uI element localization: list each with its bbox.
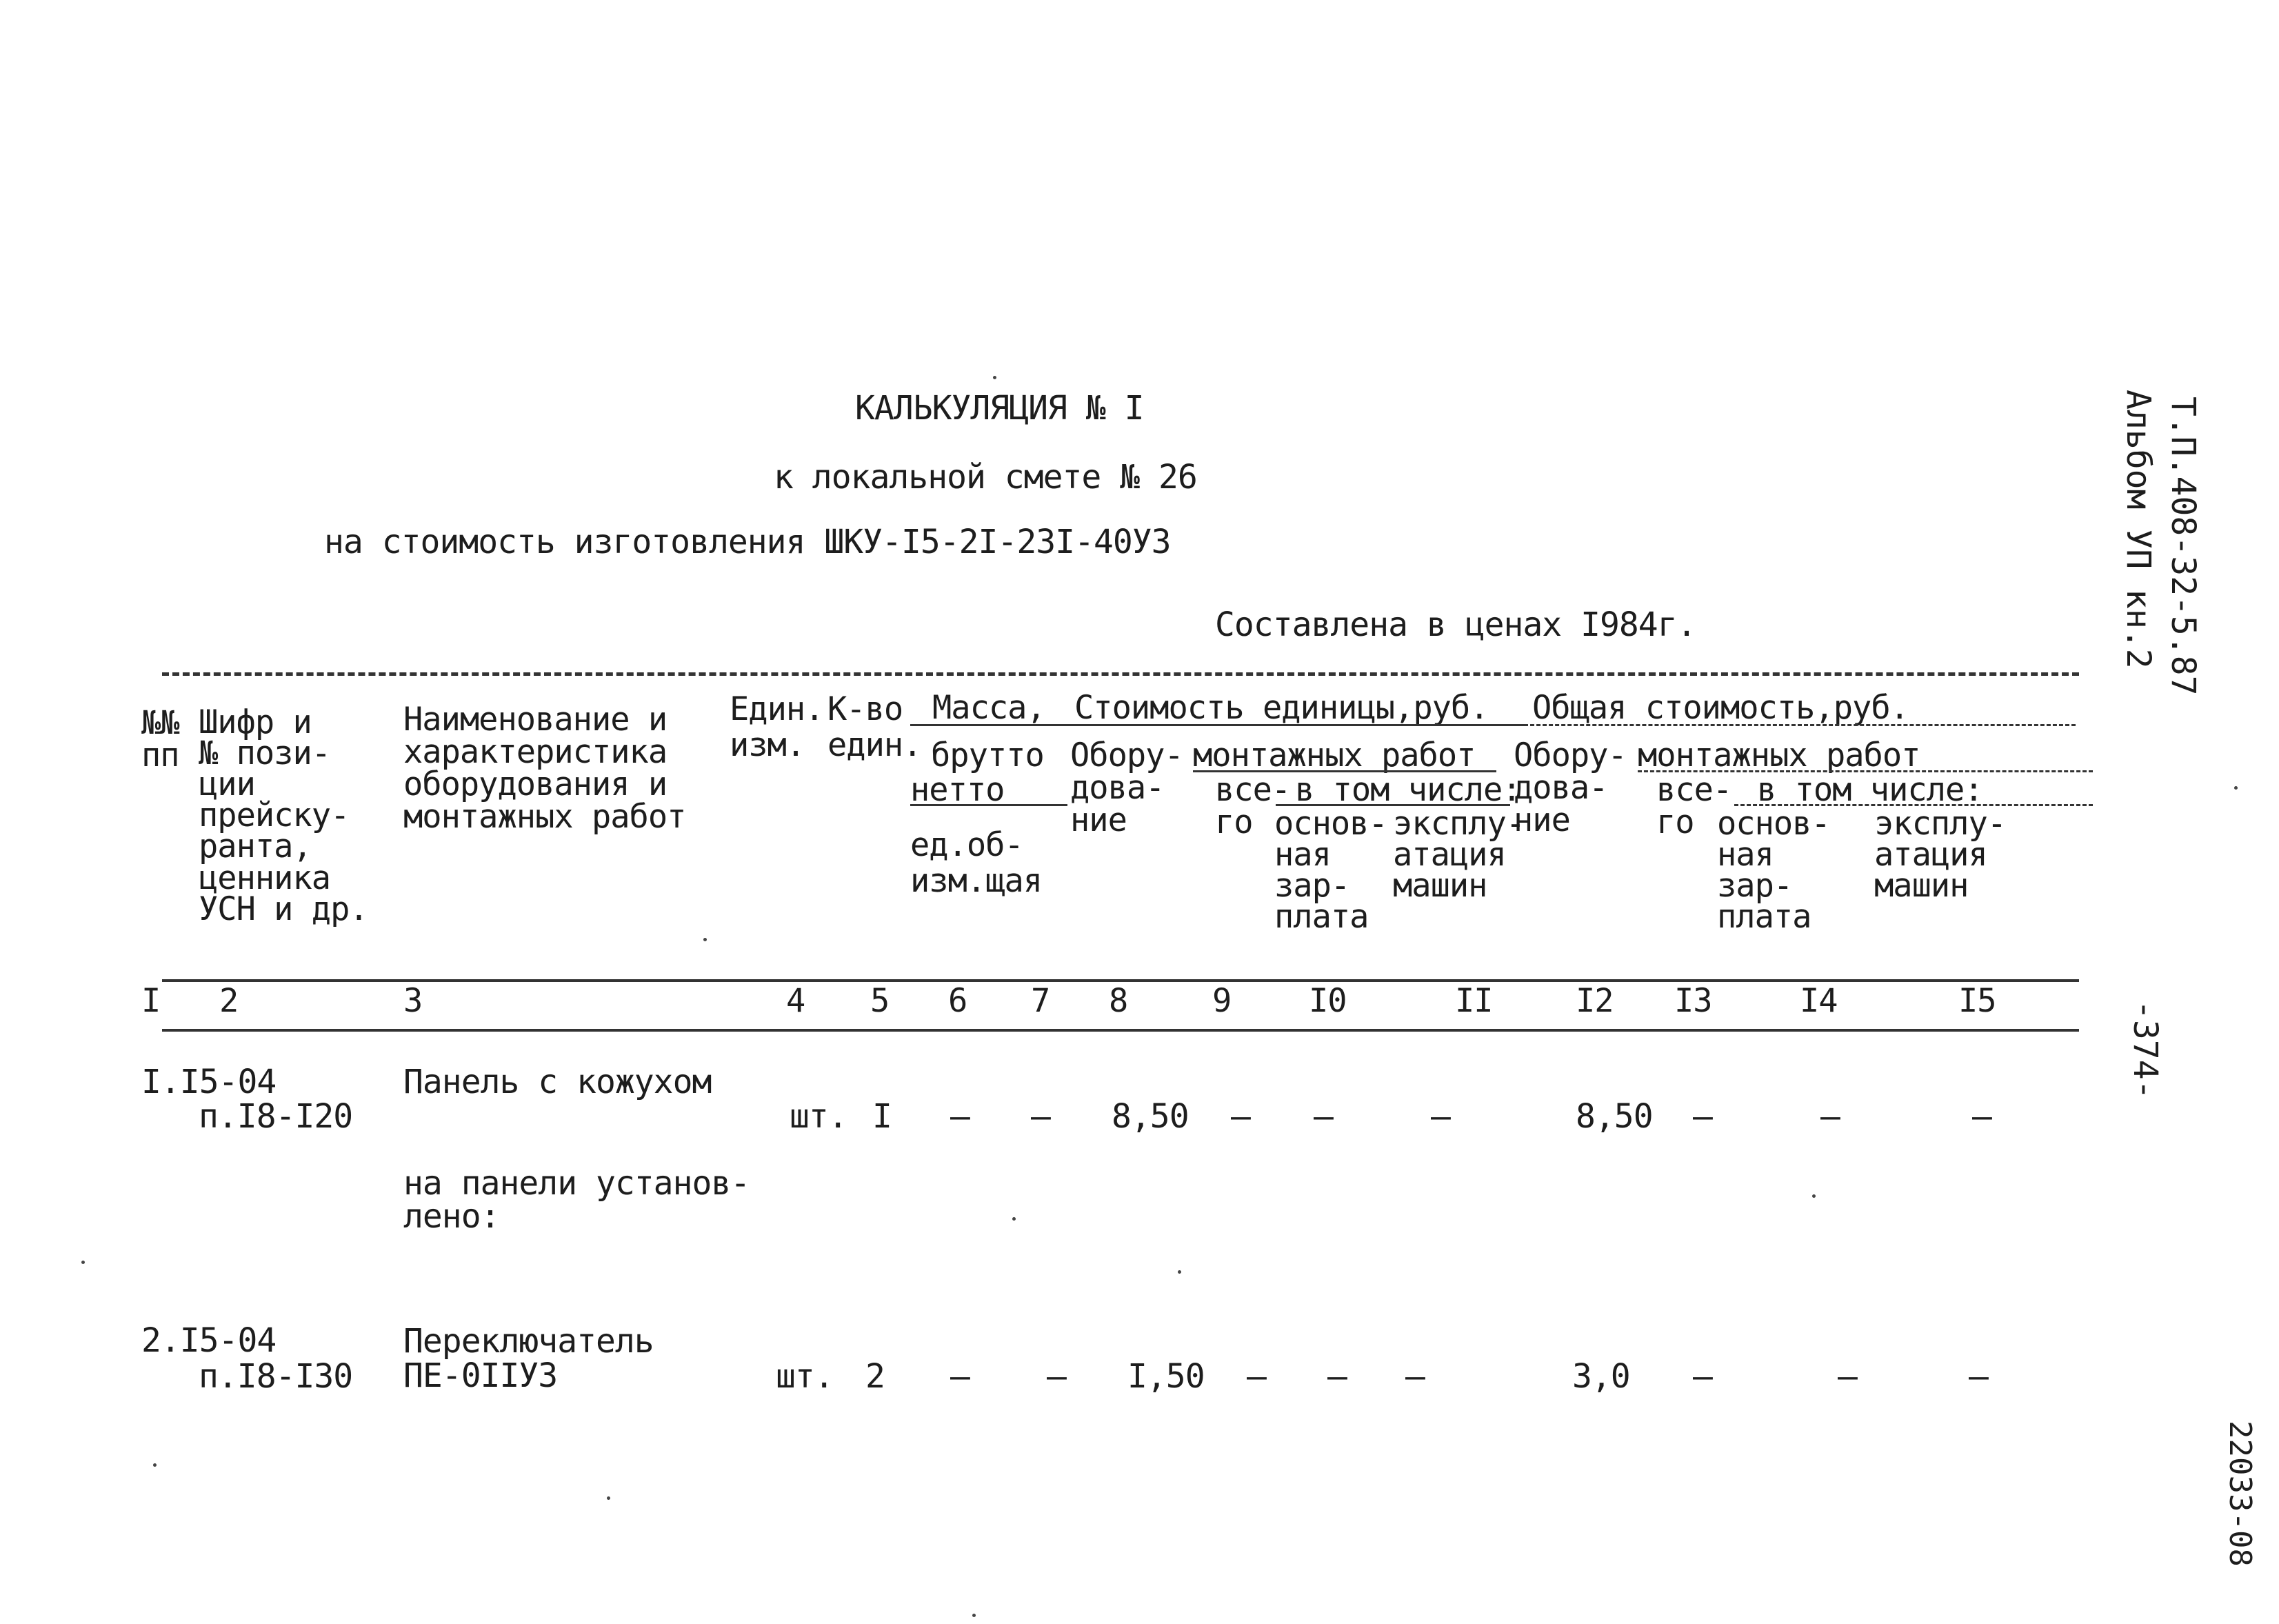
row-netto: – <box>1031 1097 1050 1136</box>
col-number-8: 8 <box>1109 982 1128 1020</box>
row-name: Панель с кожухом <box>403 1063 712 1101</box>
row-equip-total: 3,0 <box>1572 1357 1630 1396</box>
header-top-rule <box>162 672 2079 676</box>
header-mass-unit: ед.об- изм.щая <box>910 826 1043 900</box>
col-number-10: I0 <box>1309 982 1347 1020</box>
project-code: Т.П.408-32-5.87 <box>2164 397 2202 696</box>
row-qty: I <box>872 1097 892 1136</box>
header-osn-total: основ- ная зар- плата <box>1717 805 1830 936</box>
row-ekspl-total: – <box>1972 1097 1991 1136</box>
header-name: Наименование и характеристика оборудования и монтажных работ <box>403 701 686 836</box>
header-total-cost: Общая стоимость,руб. <box>1532 689 1909 727</box>
row-vse-total: – <box>1693 1097 1712 1136</box>
scan-speck <box>153 1463 157 1467</box>
unit-cost-underline <box>1065 724 1524 726</box>
col-number-5: 5 <box>870 982 890 1020</box>
header-ekspl: эксплу- атация машин <box>1393 805 1525 905</box>
row-unit: шт. <box>776 1357 834 1396</box>
header-mass-brutto: брутто <box>931 736 1044 774</box>
mass-underline <box>910 724 1065 726</box>
header-qty: К-во един. <box>827 690 922 764</box>
row-unit: шт. <box>790 1097 847 1136</box>
header-vtom: в том числе: <box>1295 771 1521 809</box>
header-osn: основ- ная зар- плата <box>1274 805 1387 936</box>
prices-note: Составлена в ценах I984г. <box>1215 605 1696 644</box>
header-vse: все- го <box>1215 771 1291 841</box>
row-vse-total: – <box>1693 1357 1712 1396</box>
row-code: I.I5-04 <box>141 1063 277 1101</box>
row-vse: – <box>1247 1357 1266 1396</box>
row-code: 2.I5-04 <box>141 1321 277 1360</box>
row-ekspl-total: – <box>1969 1357 1988 1396</box>
scan-speck <box>1178 1270 1181 1274</box>
col-number-11: II <box>1455 982 1493 1020</box>
col-number-15: I5 <box>1958 982 1996 1020</box>
row-equip: I,50 <box>1127 1357 1205 1396</box>
row-osn: – <box>1327 1357 1347 1396</box>
album-code: Альбом УП кн.2 <box>2119 390 2158 669</box>
header-equip: Обору- дова- ние <box>1070 736 1183 839</box>
header-mass: Масса, <box>932 689 1045 727</box>
header-ekspl-total: эксплу- атация машин <box>1874 805 2007 905</box>
col-numbers-rule <box>162 1029 2079 1032</box>
row-osn-total: – <box>1838 1357 1857 1396</box>
row-name: Переключатель ПЕ-0IIУ3 <box>403 1322 654 1396</box>
header-mont-total: монтажных работ <box>1638 736 1920 774</box>
header-vse-total: все- го <box>1656 771 1732 841</box>
scan-speck <box>607 1496 610 1500</box>
row-brutto: – <box>950 1097 970 1136</box>
header-code: Шифр и № пози- ции прейску- ранта, ценника УСН и др. <box>199 703 368 928</box>
doc-subtitle: к локальной смете № 26 <box>774 458 1197 497</box>
scan-speck <box>703 938 707 941</box>
row-ekspl: – <box>1405 1357 1425 1396</box>
row-netto: – <box>1047 1357 1066 1396</box>
scan-speck <box>1012 1217 1016 1221</box>
doc-subject: на стоимость изготовления ШКУ-I5-2I-23I-40У3 <box>324 523 1171 561</box>
col-number-14: I4 <box>1800 982 1838 1020</box>
doc-title: КАЛЬКУЛЯЦИЯ № I <box>855 389 1144 428</box>
col-number-13: I3 <box>1674 982 1712 1020</box>
scan-speck <box>2234 786 2238 790</box>
col-number-4: 4 <box>786 982 805 1020</box>
header-vtom-total: в том числе: <box>1757 771 1983 809</box>
header-unit: Един. изм. <box>730 690 824 764</box>
header-mont: монтажных работ <box>1193 736 1476 774</box>
total-cost-underline <box>1524 724 2076 726</box>
col-number-3: 3 <box>403 982 423 1020</box>
row-vse: – <box>1231 1097 1250 1136</box>
archive-code: 22033-08 <box>2222 1421 2258 1567</box>
scan-speck <box>993 376 996 379</box>
row-ekspl: – <box>1431 1097 1450 1136</box>
col-number-1: I <box>141 982 161 1020</box>
col-number-2: 2 <box>219 982 239 1020</box>
netto-underline <box>910 804 1067 806</box>
scan-speck <box>1812 1194 1816 1198</box>
row-code-item: п.I8-I20 <box>199 1097 353 1136</box>
col-number-9: 9 <box>1212 982 1232 1020</box>
row-note: на панели установ- лено: <box>403 1164 750 1236</box>
col-number-12: I2 <box>1576 982 1614 1020</box>
header-unit-cost: Стоимость единицы,руб. <box>1074 689 1489 727</box>
scan-speck <box>972 1614 976 1617</box>
row-qty: 2 <box>865 1357 885 1396</box>
header-equip-total: Обору- дова- ние <box>1514 736 1627 839</box>
col-number-6: 6 <box>948 982 967 1020</box>
row-osn-total: – <box>1820 1097 1840 1136</box>
header-num: №№ пп <box>141 704 179 774</box>
page-number: -374- <box>2126 1000 2165 1100</box>
scan-speck <box>81 1261 85 1264</box>
row-brutto: – <box>950 1357 970 1396</box>
row-equip: 8,50 <box>1112 1097 1189 1136</box>
row-osn: – <box>1314 1097 1333 1136</box>
col-number-7: 7 <box>1031 982 1050 1020</box>
header-mass-netto: нетто <box>910 771 1005 809</box>
row-equip-total: 8,50 <box>1576 1097 1653 1136</box>
row-code-item: п.I8-I30 <box>199 1357 353 1396</box>
